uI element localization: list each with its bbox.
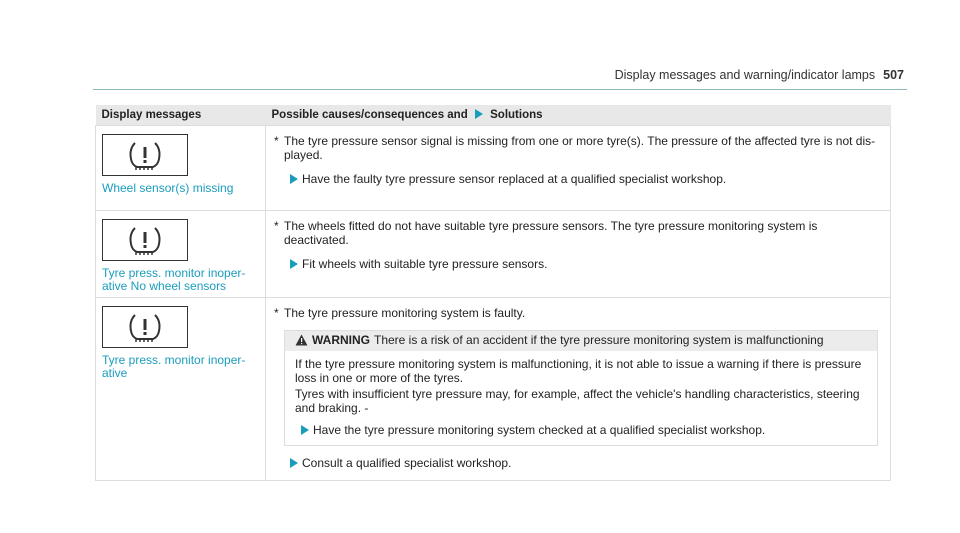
solution-text: Have the tyre pressure monitoring system checked at a qualified specialist workshop. [313,423,766,437]
cause-item: * The tyre pressure sensor signal is missing from one or more tyre(s). The pressure of the affected tyre is not dis- played. [274,134,876,162]
table-row [96,211,891,298]
table-header-row [96,105,891,126]
solution-item [272,257,884,271]
cause-text: The tyre pressure monitoring system is faulty. [284,306,526,320]
header-rule [93,89,907,90]
section-title: Display messages and warning/indicator lamps [614,68,876,82]
message-cell [96,211,266,298]
display-message-text: Wheel sensor(s) missing [102,181,234,195]
message-cell [96,126,266,211]
col-header-solutions-text: Solutions [490,109,543,121]
warning-header [285,331,877,351]
warning-box [284,330,878,446]
solution-item [272,456,884,470]
solution-text: Consult a qualified specialist workshop. [302,456,512,470]
page-number: 507 [883,68,904,82]
cause-text: The tyre pressure sensor signal is missing from one or more tyre(s). The pressure of the affected tyre is not dis- played. [284,134,876,162]
solution-text: Have the faulty tyre pressure sensor replaced at a qualified specialist workshop. [302,172,727,186]
solution-item [272,172,884,186]
cause-cell [266,211,891,298]
tpms-warning-icon [102,306,188,348]
cause-text: The wheels fitted do not have suitable tyre pressure sensors. The tyre pressure monitoring system is deactivated. [284,219,818,247]
col-header-messages: Display messages [96,105,266,126]
warning-title: WARNING [312,333,370,347]
display-message-text: Tyre press. monitor inoper- ative [102,353,246,380]
arrow-right-icon [290,458,298,468]
cause-cell [266,126,891,211]
solution-text: Fit wheels with suitable tyre pressure sensors. [302,257,548,271]
cause-cell [266,298,891,481]
cause-item: * The wheels fitted do not have suitable tyre pressure sensors. The tyre pressure monitoring system is deactivated. [274,219,818,247]
table-row [96,126,891,211]
message-cell [96,298,266,481]
page-header [0,0,960,91]
col-header-causes-text: Possible causes/consequences and [271,109,468,121]
table-row [96,298,891,481]
running-header [615,68,904,82]
arrow-right-icon [290,259,298,269]
arrow-right-icon [290,174,298,184]
display-message-text: Tyre press. monitor inoper- ative No wheel sensors [102,266,246,293]
arrow-right-icon [301,425,309,435]
display-messages-table [95,105,891,481]
warning-body [285,351,877,445]
warning-paragraph: If the tyre pressure monitoring system is malfunctioning, it is not able to issue a warning if there is pressure loss in one or more of the tyres. [295,357,862,385]
warning-head-text: There is a risk of an accident if the tyre pressure monitoring system is malfunctioning [374,333,824,347]
cause-item: * The tyre pressure monitoring system is faulty. [274,306,526,320]
arrow-right-icon [475,109,483,119]
col-header-causes [266,105,891,126]
tpms-warning-icon [102,219,188,261]
warning-solution-item [295,423,867,437]
warning-paragraph: Tyres with insufficient tyre pressure may, for example, affect the vehicle's handling characteristics, steering and braking. - [295,387,860,415]
warning-triangle-icon [295,334,308,349]
tpms-warning-icon [102,134,188,176]
